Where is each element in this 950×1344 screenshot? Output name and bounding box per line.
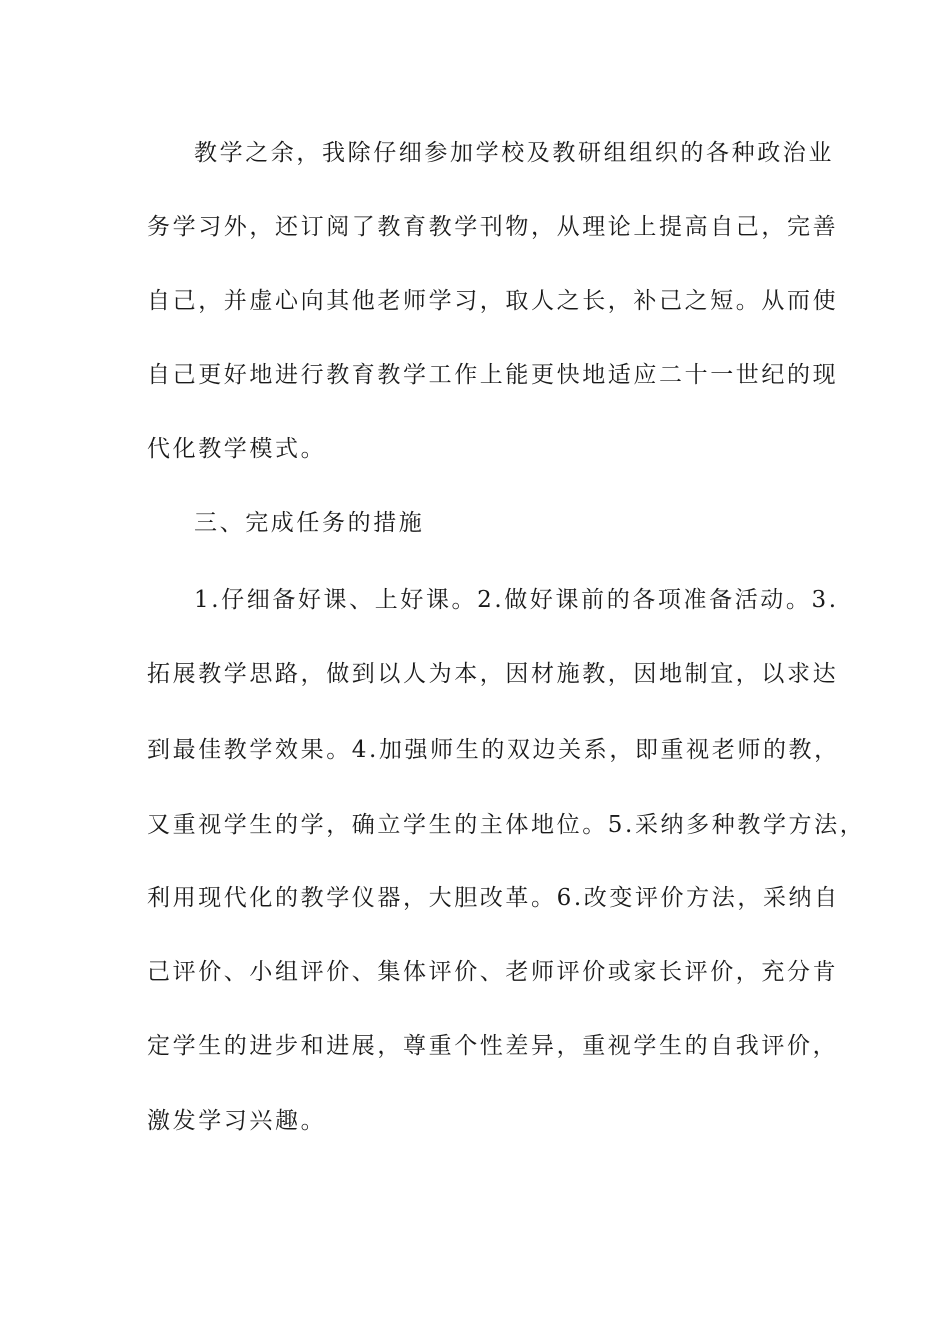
paragraph-2-line-2: 拓展教学思路，做到以人为本，因材施教，因地制宜，以求达 (147, 661, 839, 687)
paragraph-1-line-5: 代化教学模式。 (147, 436, 327, 462)
paragraph-1-line-4: 自己更好地进行教育教学工作上能更快地适应二十一世纪的现 (147, 362, 839, 388)
paragraph-2-line-5: 利用现代化的教学仪器，大胆改革。6.改变评价方法，采纳自 (147, 885, 840, 911)
paragraph-1-line-2: 务学习外，还订阅了教育教学刊物，从理论上提高自己，完善 (147, 214, 839, 240)
paragraph-2-line-6: 己评价、小组评价、集体评价、老师评价或家长评价，充分肯 (147, 959, 839, 985)
paragraph-1-line-3: 自己，并虚心向其他老师学习，取人之长，补己之短。从而使 (147, 288, 839, 314)
paragraph-2-line-7: 定学生的进步和进展，尊重个性差异，重视学生的自我评价， (147, 1033, 839, 1059)
section-heading: 三、完成任务的措施 (194, 510, 425, 536)
paragraph-2-line-4: 又重视学生的学，确立学生的主体地位。5.采纳多种教学方法， (147, 812, 866, 838)
paragraph-2-line-8: 激发学习兴趣。 (147, 1108, 327, 1134)
paragraph-2-line-1: 1.仔细备好课、上好课。2.做好课前的各项准备活动。3. (194, 587, 839, 613)
paragraph-2-line-3: 到最佳教学效果。4.加强师生的双边关系，即重视老师的教， (147, 737, 840, 763)
paragraph-1-line-1: 教学之余，我除仔细参加学校及教研组组织的各种政治业 (194, 140, 834, 166)
